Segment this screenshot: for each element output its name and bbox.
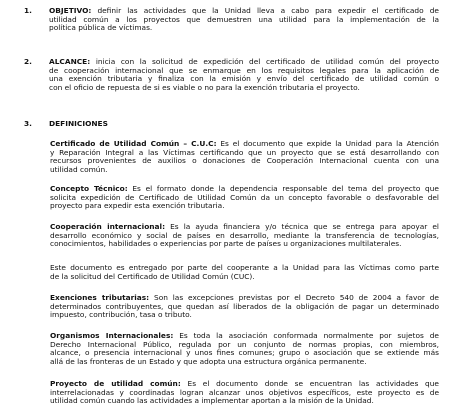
definition-proyecto: [50, 380, 439, 406]
definition-exenciones: [50, 294, 439, 320]
text-line: alcance, o presencia internacional y unos fines comunes; grupo o asociación que se extiende más: [50, 348, 439, 358]
text-line: con el oficio de repuesta de si es viable o no para la exención tributaria el proyecto.: [49, 82, 360, 92]
text-line: de cooperación internacional que se enmarque en los requisitos legales para la aplicación de: [49, 65, 439, 75]
text-line: allá de las fronteras de un Estado y que adopta una estructura orgánica permanente.: [50, 356, 367, 366]
text-line: Cooperación internacional: Es la ayuda financiera y/o técnica que se entrega para apoyar el: [50, 222, 439, 231]
text-line: Derecho Internacional Público, regulada por un conjunto de normas propias, con miembros,: [50, 339, 439, 349]
text-line: Este documento es entregado por parte del cooperante a la Unidad para las Víctimas como parte: [50, 263, 439, 272]
text-line: una exención tributaria y finaliza con la emisión y envío del certificado de utilidad común o: [49, 74, 439, 84]
text-line: interrelacionadas y coordinadas logran alcanzar unos objetivos específicos, este proyecto es de: [50, 387, 439, 397]
text-line: Certificado de Utilidad Común – C.U.C: Es el documento que expide la Unidad para la Atención: [50, 139, 439, 148]
text-line: impuesto, contribución, tasa o tributo.: [50, 310, 192, 320]
section-body: [49, 7, 439, 33]
text-line: utilidad común.: [50, 164, 108, 174]
section-number: 1.: [24, 6, 32, 15]
definition-organismos: [50, 332, 439, 366]
definition-term: Exenciones tributarias:: [50, 293, 150, 302]
text-line: conocimientos, habilidades o experiencias por parte de países u organizaciones multilaterales.: [50, 239, 402, 249]
text-line: Proyecto de utilidad común: Es el documento donde se encuentran las actividades que: [50, 379, 439, 388]
text-line: OBJETIVO: definir las actividades que la Unidad lleva a cabo para expedir el certificado de: [49, 6, 439, 15]
text-line: proyecto para expedir esta exención tributaria.: [50, 201, 225, 211]
text-line: de la solicitud del Certificado de Utilidad Común (CUC).: [50, 271, 255, 281]
section-title: OBJETIVO:: [49, 6, 92, 15]
definition-cooperacion: [50, 223, 439, 249]
definition-term: Organismos Internacionales:: [50, 331, 174, 340]
section-body: [49, 58, 439, 92]
paragraph-documento: [50, 264, 439, 281]
text-line: determinados contribuyentes, que quedan así liberados de la obligación de pagar un determinado: [50, 301, 439, 311]
text-line: utilidad común a los proyectos que demuestren una utilidad para la implementación de la: [49, 14, 439, 24]
text-line: Organismos Internacionales: Es toda la asociación conformada normalmente por sujetos de: [50, 331, 439, 340]
text-line: recursos provenientes de auxilios o donaciones de Cooperación Internacional cuenta con una: [50, 156, 439, 166]
text-line: ALCANCE: inicia con la solicitud de expedición del certificado de utilidad común del proyecto: [49, 57, 439, 66]
definition-term: Certificado de Utilidad Común – C.U.C:: [50, 139, 217, 148]
definition-term: Concepto Técnico:: [50, 184, 128, 193]
text-line: y Reparación Integral a las Víctimas certificando que un proyecto que se está desarrollando con: [50, 147, 439, 157]
definition-concepto-tecnico: [50, 185, 439, 211]
text-line: política pública de víctimas.: [49, 23, 153, 33]
text-line: Exenciones tributarias: Son las excepciones previstas por el Decreto 540 de 2004 a favor de: [50, 293, 439, 302]
section-title: DEFINICIONES: [49, 119, 108, 128]
text-line: solicita expedición de Certificado de Utilidad Común da un concepto favorable o desfavorable del: [50, 192, 439, 202]
section-number: 3.: [24, 119, 32, 128]
text-line: Concepto Técnico: Es el formato donde la dependencia responsable del tema del proyecto que: [50, 184, 439, 193]
definition-term: Cooperación internacional:: [50, 222, 166, 231]
definition-term: Proyecto de utilidad común:: [50, 379, 181, 388]
text-line: utilidad común cuando las actividades a implementar aportan a la misión de la Unidad.: [50, 396, 374, 406]
section-title: ALCANCE:: [49, 57, 91, 66]
text-line: desarrollo económico y social de países en desarrollo, mediante la transferencia de tecnologías,: [50, 230, 439, 240]
section-number: 2.: [24, 57, 32, 66]
definition-cuc: [50, 140, 439, 174]
